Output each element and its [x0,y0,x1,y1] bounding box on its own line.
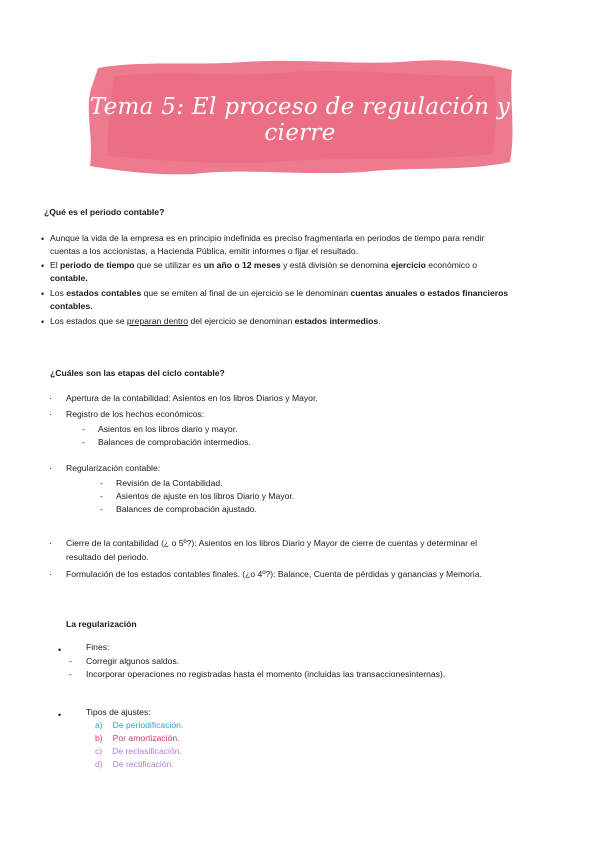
stage-cierre: Cierre de la contabilidad (¿ o 5º?): Asientos en los libros Diario y Mayor de cierre de cuentas y determinar el [66,538,478,548]
dash-icon: - [82,424,85,434]
bullet-icon: · [49,569,52,579]
list-item: Asientos de ajuste en los libros Diario y Mayor. [116,491,295,501]
section-heading-etapas: ¿Cuáles son las etapas del ciclo contable? [50,368,225,378]
bullet-icon: • [41,317,45,327]
dash-icon: - [69,669,72,679]
paragraph-estados-intermedios: Los estados que se preparan dentro del ejercicio se denominan estados intermedios. [50,316,381,326]
paragraph-line: contable. [50,273,88,283]
paragraph-estados-contables: Los estados contables que se emiten al final de un ejercicio se le denominan cuentas anuales o estados financieros [50,288,509,298]
ajuste-item-a: a) De periodificación. [95,720,184,730]
bullet-icon: • [41,261,45,271]
stage-formulacion: Formulación de los estados contables finales. (¿o 4º?): Balance, Cuenta de pérdidas y ganancias y Memoria. [66,569,482,579]
ajuste-item-b: b) Por amortización. [95,733,180,743]
bullet-icon: · [49,463,52,473]
dash-icon: - [82,437,85,447]
stage-regularizacion: Regularización contable: [66,463,161,473]
bullet-icon: • [58,645,62,655]
dash-icon: - [100,478,103,488]
dash-icon: - [69,656,72,666]
page-title: Tema 5: El proceso de regulación y cierre [89,94,511,146]
dash-icon: - [100,504,103,514]
list-item: Balances de comprobación ajustado. [116,504,257,514]
paragraph-line: cuentas a los accionistas, a Hacienda Pública, emitir informes o fijar el resultado. [50,246,359,256]
paragraph-line: Aunque la vida de la empresa es en principio indefinida es preciso fragmentarla en periodos de tiempo para rendir [50,233,485,243]
bullet-icon: • [41,289,45,299]
title-banner [84,58,516,176]
stage-apertura: Apertura de la contabilidad: Asientos en los libros Diarios y Mayor. [66,393,318,403]
list-item: Incorporar operaciones no registradas hasta el momento (incluidas las transaccionesinternas). [86,669,446,679]
list-item: Asientos en los libros diario y mayor. [98,424,238,434]
tipos-label: Tipos de ajustes: [86,707,151,717]
paragraph-periodo-tiempo: El periodo de tiempo que se utilizar es un año o 12 meses y está división se denomina ejercicio económico o [50,260,478,270]
stage-cierre-cont: resultado del periodo. [66,552,149,562]
bullet-icon: · [49,393,52,403]
list-item: Corregir algunos saldos. [86,656,180,666]
section-heading-regularizacion: La regularización [66,619,137,629]
bullet-icon: • [41,234,45,244]
list-item: Balances de comprobación intermedios. [98,437,251,447]
list-item: Revisión de la Contabilidad. [116,478,223,488]
bullet-icon: • [58,710,62,720]
ajuste-item-c: c) De reclasificación. [95,746,182,756]
bullet-icon: · [49,409,52,419]
ajuste-item-d: d) De rectificación. [95,759,174,769]
bullet-icon: · [49,538,52,548]
fines-label: Fines: [86,642,110,652]
dash-icon: - [100,491,103,501]
stage-registro: Registro de los hechos económicos: [66,409,205,419]
section-heading-periodo: ¿Qué es el periodo contable? [44,207,165,217]
paragraph-line: contables. [50,301,93,311]
